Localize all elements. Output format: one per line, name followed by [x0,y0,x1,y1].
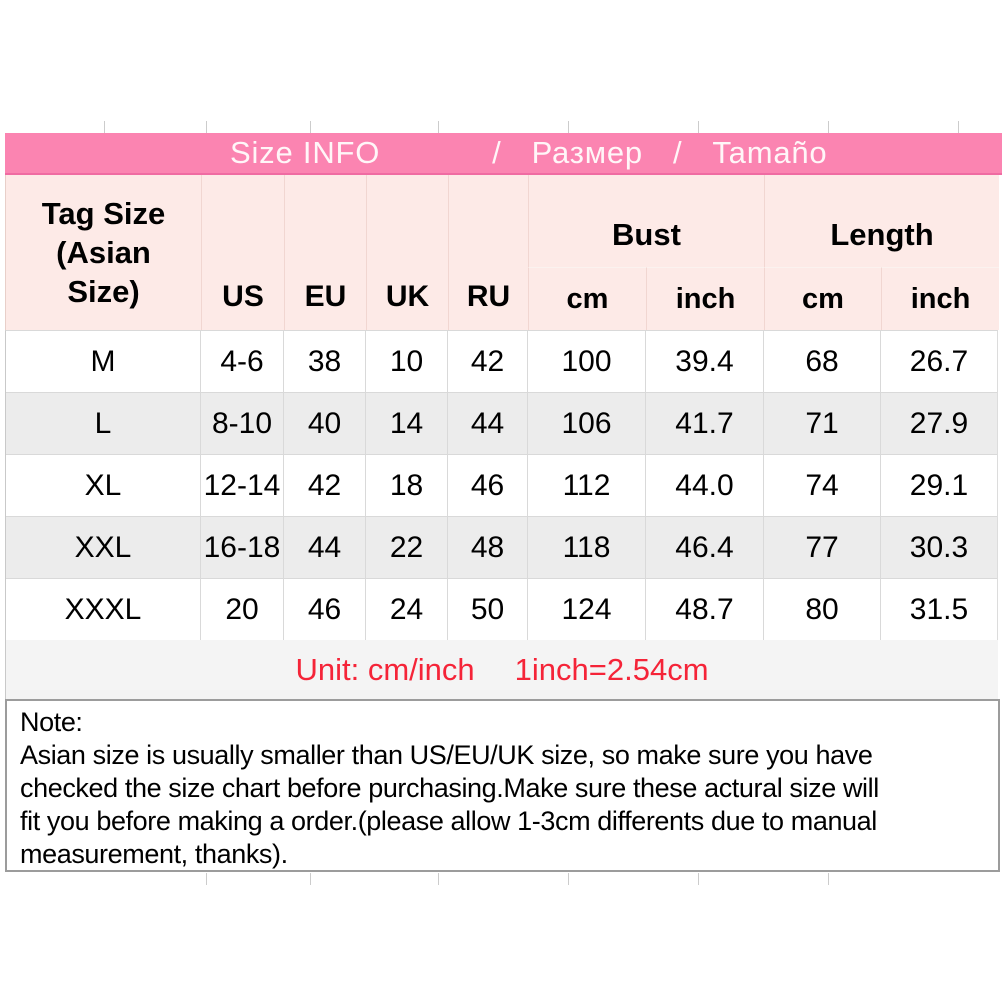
cell-length-cm: 77 [763,517,880,578]
cell-uk: 10 [365,331,447,392]
title-band [5,133,1002,175]
header-us: US [201,175,284,330]
gridline-tick [310,121,311,133]
cell-ru: 42 [447,331,527,392]
gridline-tick [104,121,105,133]
header-ru: RU [448,175,528,330]
cell-length-inch: 30.3 [880,517,997,578]
cell-tag: XXL [74,530,132,564]
cell-uk: 14 [365,393,447,454]
cell-bust-inch: 44.0 [645,455,763,516]
cell-ru: 50 [447,579,527,640]
title-separator: / [492,135,502,170]
unit-row [5,640,998,699]
note-line: Asian size is usually smaller than US/EU/UK size, so make sure you have [20,740,873,770]
header-length-group: Length [764,175,999,267]
cell-eu: 42 [283,455,365,516]
cell-ru: 48 [447,517,527,578]
cell-uk: 24 [365,579,447,640]
cell-tag: L [94,406,112,440]
gridline-tick [568,873,569,885]
cell-length-inch: 26.7 [880,331,997,392]
cell-uk: 22 [365,517,447,578]
unit-conversion: 1inch=2.54cm [514,651,709,687]
table-row-l [6,393,997,455]
gridline-tick [438,873,439,885]
cell-us: 16-18 [200,517,283,578]
gridline-tick [206,873,207,885]
cell-tag: M [90,344,116,378]
gridline-tick [958,121,959,133]
cell-bust-inch: 48.7 [645,579,763,640]
note-line: measurement, thanks). [20,839,288,869]
gridline-tick [206,121,207,133]
note-line: fit you before making a order.(please allow 1-3cm differents due to manual [20,806,877,836]
gridline-tick [310,873,311,885]
title-tamano: Tamaño [712,135,828,170]
gridline-tick [698,121,699,133]
cell-bust-cm: 118 [527,517,645,578]
header-bust-group: Bust [528,175,764,267]
gridline-tick [438,121,439,133]
note-line: checked the size chart before purchasing.Make sure these actural size will [20,773,879,803]
cell-bust-inch: 46.4 [645,517,763,578]
cell-tag: XXXL [64,592,142,626]
cell-bust-cm: 124 [527,579,645,640]
cell-eu: 46 [283,579,365,640]
cell-us: 4-6 [200,331,283,392]
cell-length-cm: 71 [763,393,880,454]
header-eu: EU [284,175,366,330]
gridline-tick [568,121,569,133]
cell-bust-cm: 100 [527,331,645,392]
cell-length-inch: 29.1 [880,455,997,516]
cell-length-inch: 27.9 [880,393,997,454]
cell-bust-inch: 41.7 [645,393,763,454]
cell-bust-cm: 106 [527,393,645,454]
table-row-xl [6,455,997,517]
header-length-cm: cm [764,267,881,330]
cell-length-inch: 31.5 [880,579,997,640]
gridline-tick [698,873,699,885]
cell-uk: 18 [365,455,447,516]
note-box [5,699,1000,872]
header-tag-size-line: (Asian [56,235,151,270]
title-size-info: Size INFO [230,135,381,170]
unit-label: Unit: cm/inch [295,651,475,687]
cell-us: 20 [200,579,283,640]
cell-ru: 46 [447,455,527,516]
header-bust-cm: cm [528,267,646,330]
cell-length-cm: 68 [763,331,880,392]
table-row-xxxl [6,579,997,641]
cell-eu: 40 [283,393,365,454]
note-heading: Note: [20,707,83,737]
header-tag-size-line: Size) [67,274,140,309]
gridline-tick [828,121,829,133]
title-separator: / [672,135,683,170]
table-row-m [6,331,997,393]
gridline-tick [828,873,829,885]
cell-tag: XL [84,468,122,502]
cell-ru: 44 [447,393,527,454]
table-row-xxl [6,517,997,579]
size-table-header [5,175,999,330]
header-tag-size [6,175,201,330]
header-uk: UK [366,175,448,330]
cell-length-cm: 74 [763,455,880,516]
title-razmer: Размер [531,135,643,170]
cell-bust-cm: 112 [527,455,645,516]
cell-us: 8-10 [200,393,283,454]
cell-bust-inch: 39.4 [645,331,763,392]
header-bust-inch: inch [646,267,764,330]
cell-eu: 38 [283,331,365,392]
cell-length-cm: 80 [763,579,880,640]
size-table-body [5,330,998,641]
cell-eu: 44 [283,517,365,578]
header-tag-size-line: Tag Size [41,196,166,231]
cell-us: 12-14 [200,455,283,516]
header-length-inch: inch [881,267,999,330]
